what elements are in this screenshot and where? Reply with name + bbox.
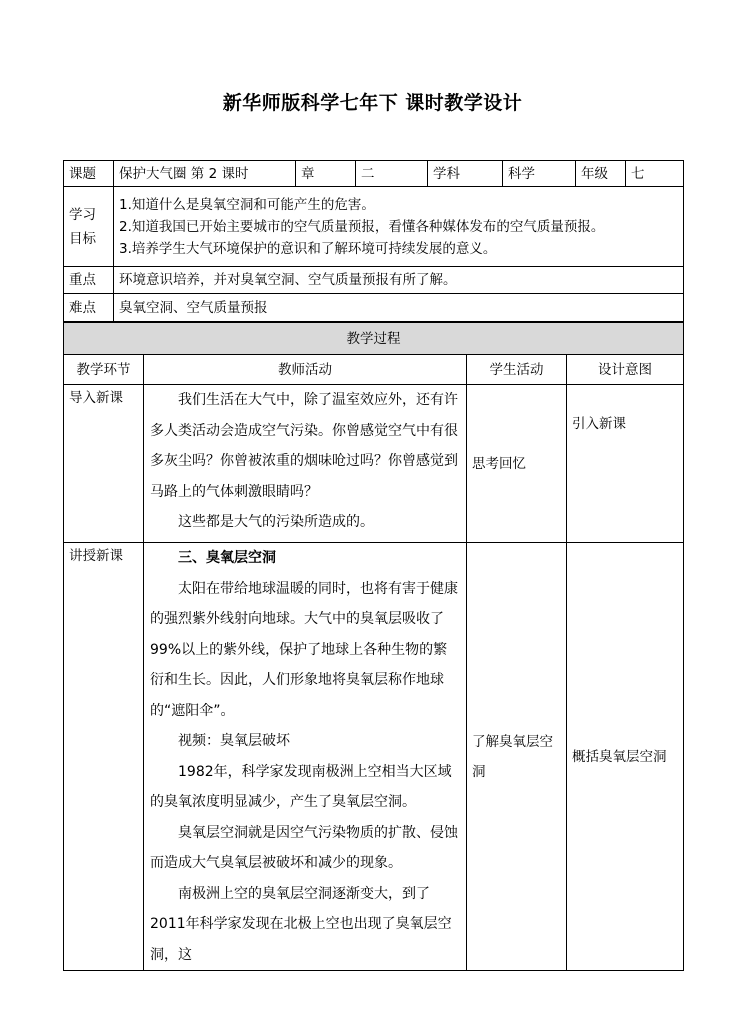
stage-cell: 讲授新课 — [64, 543, 144, 971]
subject-value: 科学 — [503, 161, 576, 187]
student-activity: 思考回忆 — [467, 385, 567, 543]
difficulty-value: 臭氧空洞、空气质量预报 — [114, 294, 684, 322]
goal-item: 1.知道什么是臭氧空洞和可能产生的危害。 — [119, 196, 375, 213]
topic-value: 保护大气圈 第 2 课时 — [114, 161, 296, 187]
table-row — [64, 543, 684, 971]
paragraph: 南极洲上空的臭氧层空洞逐渐变大，到了 2011年科学家发现在北极上空也出现了臭氧层空洞，这 — [150, 885, 452, 963]
info-table — [63, 160, 684, 322]
paragraph: 太阳在带给地球温暖的同时，也将有害于健康的强烈紫外线射向地球。大气中的臭氧层吸收了99%以上的紫外线，保护了地球上各种生物的繁衍和生长。因此，人们形象地将臭氧层称作地球的“遮阳伞”。 — [150, 580, 458, 719]
topic-label: 课题 — [64, 161, 114, 187]
section-heading: 三、臭氧层空洞 — [178, 550, 276, 566]
design-intent: 概括臭氧层空洞 — [567, 543, 684, 971]
col-intent: 设计意图 — [567, 355, 684, 385]
focus-label: 重点 — [64, 267, 114, 294]
student-activity: 了解臭氧层空洞 — [467, 543, 567, 971]
goal-item: 3.培养学生大气环境保护的意识和了解环境可持续发展的意义。 — [119, 240, 497, 257]
paragraph: 视频：臭氧层破坏 — [178, 733, 290, 749]
paragraph: 我们生活在大气中，除了温室效应外，还有许多人类活动会造成空气污染。你曾感觉空气中有很多灰尘吗？你曾被浓重的烟味呛过吗？你曾感觉到马路上的气体刺激眼睛吗？ — [150, 392, 458, 500]
goals-list — [114, 187, 684, 267]
paragraph: 臭氧层空洞就是因空气污染物质的扩散、侵蚀而造成大气臭氧层被破坏和减少的现象。 — [150, 824, 458, 871]
goal-item: 2.知道我国已开始主要城市的空气质量预报，看懂各种媒体发布的空气质量预报。 — [119, 218, 605, 235]
difficulty-label: 难点 — [64, 294, 114, 322]
paragraph: 1982年，科学家发现南极洲上空相当大区域的臭氧浓度明显减少，产生了臭氧层空洞。 — [150, 763, 452, 810]
grade-label: 年级 — [576, 161, 626, 187]
process-header: 教学过程 — [64, 323, 684, 355]
chapter-value: 二 — [356, 161, 428, 187]
page-title: 新华师版科学七年下 课时教学设计 — [222, 92, 523, 114]
design-intent: 引入新课 — [567, 385, 684, 543]
col-teacher: 教师活动 — [144, 355, 467, 385]
paragraph: 这些都是大气的污染所造成的。 — [178, 514, 374, 530]
teacher-activity — [144, 543, 467, 971]
stage-cell: 导入新课 — [64, 385, 144, 543]
col-student: 学生活动 — [467, 355, 567, 385]
teacher-activity — [144, 385, 467, 543]
subject-label: 学科 — [428, 161, 503, 187]
chapter-label: 章 — [296, 161, 356, 187]
focus-value: 环境意识培养，并对臭氧空洞、空气质量预报有所了解。 — [114, 267, 684, 294]
col-stage: 教学环节 — [64, 355, 144, 385]
goals-label: 学习目标 — [64, 187, 114, 267]
table-row — [64, 385, 684, 543]
grade-value: 七 — [626, 161, 684, 187]
process-table — [63, 322, 684, 971]
